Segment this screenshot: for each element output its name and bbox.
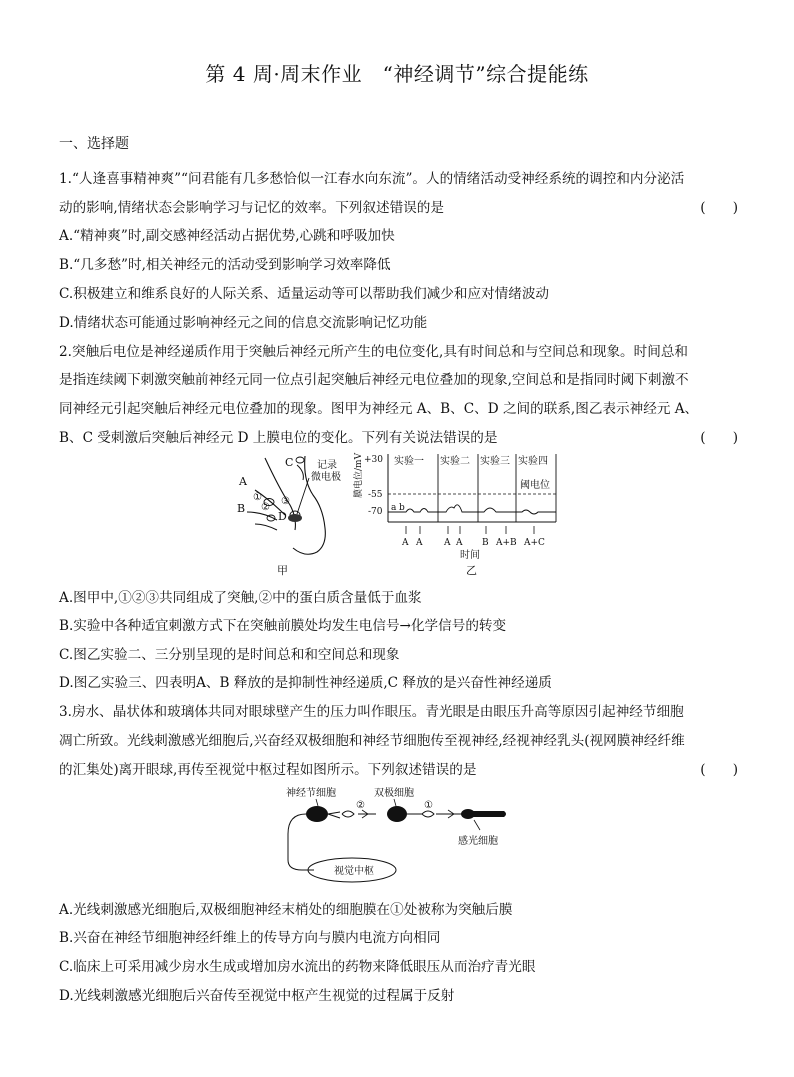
stim-2: A <box>416 538 423 548</box>
q2-stem-line-4: B、C 受刺激后突触后神经元 D 上膜电位的变化。下列有关说法错误的是 <box>59 430 498 446</box>
q3-stem-line-3: 的汇集处)离开眼球,再传至视觉中枢过程如图所示。下列叙述错误的是 <box>59 762 477 778</box>
x-axis-label: 时间 <box>460 550 480 561</box>
mark-1: ① <box>424 800 433 811</box>
q2-option-c: C.图乙实验二、三分别呈现的是时间总和和空间总和现象 <box>59 647 400 663</box>
experiment-3-label: 实验三 <box>480 456 510 467</box>
electrode-label-1: 记录 <box>317 460 337 471</box>
q1-option-c: C.积极建立和维系良好的人际关系、适量运动等可以帮助我们减少和应对情绪波动 <box>59 286 550 302</box>
neuron-c-label: C <box>285 456 294 469</box>
q1-stem-line-1: 1.“人逢喜事精神爽”“问君能有几多愁恰似一江春水向东流”。人的情绪活动受神经系统的调控和内分泌活 <box>59 171 685 187</box>
q3-option-b: B.兴奋在神经节细胞神经纤维上的传导方向与膜内电流方向相同 <box>59 930 441 946</box>
y-axis-label: 膜电位/mV <box>354 452 364 498</box>
figure-yi <box>348 450 573 580</box>
section-heading: 一、选择题 <box>59 136 129 152</box>
curve-b-label: b <box>399 503 405 513</box>
q1-option-b: B.“几多愁”时,相关神经元的活动受到影响学习效率降低 <box>59 257 391 273</box>
part-2-label: ② <box>261 502 270 513</box>
q2-answer-blank: ( ) <box>700 430 738 446</box>
curve-a-label: a <box>391 503 397 513</box>
electrode-label-2: 微电极 <box>311 472 341 483</box>
photoreceptor-label: 感光细胞 <box>458 836 498 847</box>
q1-answer-blank: ( ) <box>700 200 738 216</box>
bipolar-cell-label: 双极细胞 <box>374 788 414 799</box>
ytick-minus55: -55 <box>368 490 383 500</box>
experiment-2-label: 实验二 <box>440 456 470 467</box>
ganglion-cell-body <box>306 806 328 822</box>
q2-option-d: D.图乙实验三、四表明A、B 释放的是抑制性神经递质,C 释放的是兴奋性神经递质 <box>59 675 552 691</box>
part-1-label: ① <box>253 492 262 503</box>
q2-option-b: B.实验中各种适宜刺激方式下在突触前膜处均发生电信号→化学信号的转变 <box>59 618 507 634</box>
q3-option-d: D.光线刺激感光细胞后兴奋传至视觉中枢产生视觉的过程属于反射 <box>59 988 455 1004</box>
q3-option-a: A.光线刺激感光细胞后,双极细胞神经末梢处的细胞膜在①处被称为突触后膜 <box>59 902 513 918</box>
ytick-minus70: -70 <box>368 507 383 517</box>
page-title: 第 4 周·周末作业 “神经调节”综合提能练 <box>205 62 589 86</box>
stim-1: A <box>402 538 409 548</box>
q2-option-a: A.图甲中,①②③共同组成了突触,②中的蛋白质含量低于血浆 <box>59 590 422 606</box>
stim-5: B <box>482 538 489 548</box>
q2-stem-line-2: 是指连续阈下刺激突触前神经元同一位点引起突触后神经元电位叠加的现象,空间总和是指同时阈下刺激不 <box>59 372 689 388</box>
figure-jia-caption: 甲 <box>277 564 288 577</box>
mark-2: ② <box>356 800 365 811</box>
q1-stem-line-2: 动的影响,情绪状态会影响学习与记忆的效率。下列叙述错误的是 <box>59 200 444 216</box>
bipolar-cell-body <box>387 806 407 822</box>
stim-6: A+B <box>496 538 517 548</box>
q2-stem-line-1: 2.突触后电位是神经递质作用于突触后神经元所产生的电位变化,具有时间总和与空间总和现象。时间总和 <box>59 344 689 360</box>
figure-visual-pathway <box>282 784 522 888</box>
experiment-1-label: 实验一 <box>394 456 424 467</box>
stim-3: A <box>444 538 451 548</box>
neuron-d-label: D <box>278 510 287 523</box>
stim-4: A <box>456 538 463 548</box>
ytick-plus30: +30 <box>364 455 383 465</box>
experiment-4-label: 实验四 <box>518 456 548 467</box>
stim-7: A+C <box>524 538 545 548</box>
microelectrode-tip <box>288 514 302 522</box>
neuron-a-label: A <box>239 475 247 488</box>
q3-stem-line-2: 凋亡所致。光线刺激感光细胞后,兴奋经双极细胞和神经节细胞传至视神经,经视神经乳头(视网膜神经纤维 <box>59 733 685 749</box>
neuron-b-label: B <box>237 502 246 515</box>
visual-center-label: 视觉中枢 <box>334 866 374 877</box>
q1-option-a: A.“精神爽”时,副交感神经活动占据优势,心跳和呼吸加快 <box>59 228 395 244</box>
figure-yi-caption: 乙 <box>466 564 477 577</box>
q3-answer-blank: ( ) <box>700 762 738 778</box>
threshold-label: 阈电位 <box>520 480 550 491</box>
q3-stem-line-1: 3.房水、晶状体和玻璃体共同对眼球壁产生的压力叫作眼压。青光眼是由眼压升高等原因引起神经节细胞 <box>59 704 684 720</box>
photoreceptor-segment <box>472 811 506 817</box>
q3-option-c: C.临床上可采用减少房水生成或增加房水流出的药物来降低眼压从而治疗青光眼 <box>59 959 536 975</box>
figure-jia <box>225 450 360 580</box>
q2-stem-line-3: 同神经元引起突触后神经元电位叠加的现象。图甲为神经元 A、B、C、D 之间的联系,图乙表示神经元 A、 <box>59 401 699 417</box>
ganglion-cell-label: 神经节细胞 <box>286 788 336 799</box>
q1-option-d: D.情绪状态可能通过影响神经元之间的信息交流影响记忆功能 <box>59 315 428 331</box>
part-3-label: ③ <box>281 496 290 507</box>
